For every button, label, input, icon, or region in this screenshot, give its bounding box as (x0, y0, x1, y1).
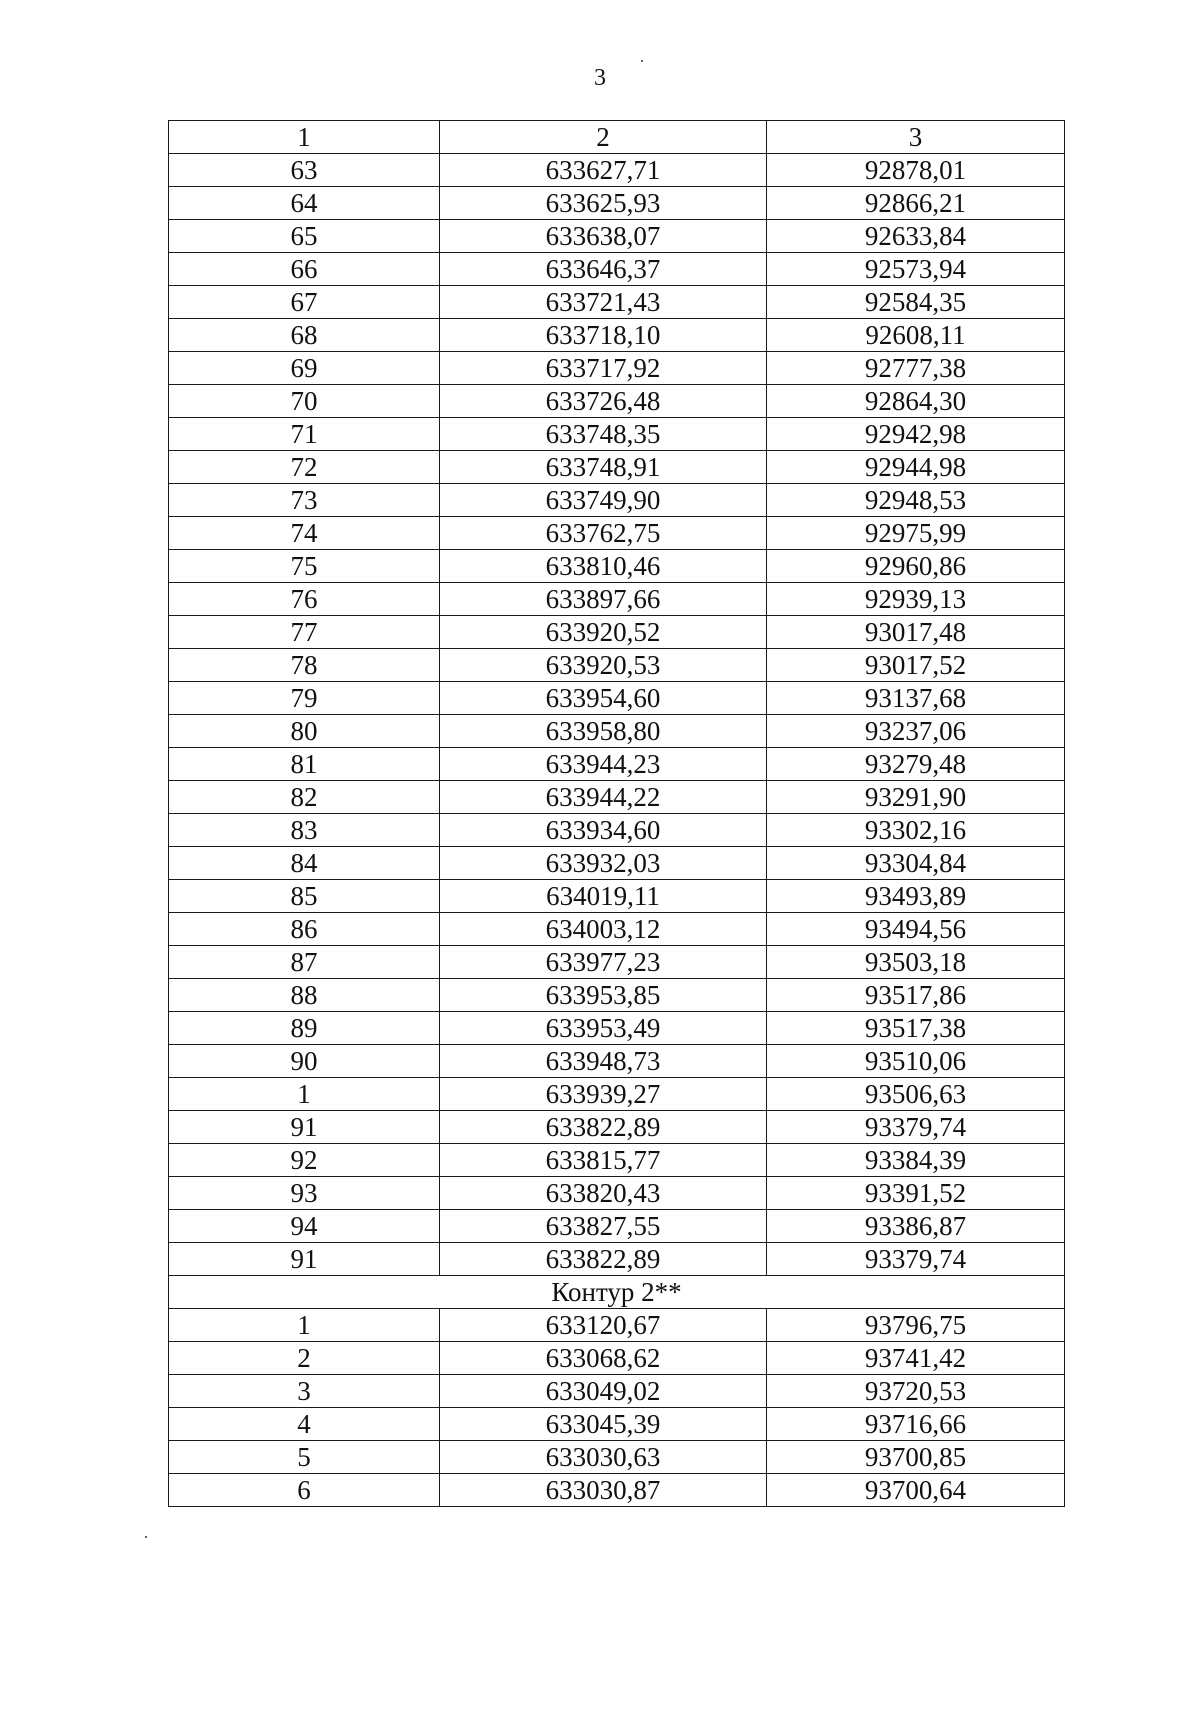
cell-y-coordinate: 92633,84 (767, 220, 1065, 253)
table-row (169, 1111, 1065, 1144)
coordinates-table (168, 120, 1065, 1507)
cell-point-number: 82 (169, 781, 440, 814)
scan-speck (641, 60, 643, 62)
table-row (169, 1078, 1065, 1111)
table-row (169, 1177, 1065, 1210)
cell-y-coordinate: 93379,74 (767, 1243, 1065, 1276)
table-row (169, 1144, 1065, 1177)
cell-point-number: 72 (169, 451, 440, 484)
cell-y-coordinate: 93279,48 (767, 748, 1065, 781)
table-row (169, 352, 1065, 385)
cell-y-coordinate: 93493,89 (767, 880, 1065, 913)
cell-x-coordinate: 633717,92 (440, 352, 767, 385)
cell-point-number: 78 (169, 649, 440, 682)
table-row (169, 187, 1065, 220)
cell-y-coordinate: 93700,85 (767, 1441, 1065, 1474)
cell-point-number: 68 (169, 319, 440, 352)
cell-y-coordinate: 93237,06 (767, 715, 1065, 748)
cell-x-coordinate: 633822,89 (440, 1111, 767, 1144)
table-row (169, 484, 1065, 517)
cell-x-coordinate: 633934,60 (440, 814, 767, 847)
cell-point-number: 69 (169, 352, 440, 385)
cell-x-coordinate: 633718,10 (440, 319, 767, 352)
table-row (169, 451, 1065, 484)
table-row (169, 847, 1065, 880)
cell-point-number: 1 (169, 1078, 440, 1111)
table-row (169, 1012, 1065, 1045)
table-row (169, 649, 1065, 682)
cell-point-number: 73 (169, 484, 440, 517)
cell-point-number: 65 (169, 220, 440, 253)
cell-point-number: 3 (169, 1375, 440, 1408)
table-row (169, 979, 1065, 1012)
cell-point-number: 80 (169, 715, 440, 748)
cell-x-coordinate: 633815,77 (440, 1144, 767, 1177)
cell-point-number: 94 (169, 1210, 440, 1243)
cell-y-coordinate: 92960,86 (767, 550, 1065, 583)
table-row (169, 1045, 1065, 1078)
cell-y-coordinate: 93700,64 (767, 1474, 1065, 1507)
cell-y-coordinate: 93137,68 (767, 682, 1065, 715)
cell-point-number: 63 (169, 154, 440, 187)
table-row (169, 583, 1065, 616)
cell-point-number: 91 (169, 1243, 440, 1276)
table-row (169, 1375, 1065, 1408)
table-row (169, 748, 1065, 781)
cell-x-coordinate: 633932,03 (440, 847, 767, 880)
cell-y-coordinate: 93720,53 (767, 1375, 1065, 1408)
cell-point-number: 91 (169, 1111, 440, 1144)
cell-x-coordinate: 633068,62 (440, 1342, 767, 1375)
table-row (169, 286, 1065, 319)
cell-point-number: 66 (169, 253, 440, 286)
cell-x-coordinate: 633749,90 (440, 484, 767, 517)
table-row (169, 154, 1065, 187)
table-row (169, 253, 1065, 286)
table-header-row (169, 121, 1065, 154)
cell-x-coordinate: 633820,43 (440, 1177, 767, 1210)
cell-y-coordinate: 93796,75 (767, 1309, 1065, 1342)
cell-x-coordinate: 633726,48 (440, 385, 767, 418)
table-row (169, 418, 1065, 451)
cell-y-coordinate: 93386,87 (767, 1210, 1065, 1243)
cell-x-coordinate: 633049,02 (440, 1375, 767, 1408)
cell-point-number: 93 (169, 1177, 440, 1210)
cell-x-coordinate: 633810,46 (440, 550, 767, 583)
table-row (169, 385, 1065, 418)
cell-y-coordinate: 93304,84 (767, 847, 1065, 880)
cell-x-coordinate: 633748,91 (440, 451, 767, 484)
cell-y-coordinate: 92939,13 (767, 583, 1065, 616)
cell-x-coordinate: 633954,60 (440, 682, 767, 715)
header-cell-point-number: 1 (169, 121, 440, 154)
cell-point-number: 64 (169, 187, 440, 220)
cell-y-coordinate: 92864,30 (767, 385, 1065, 418)
cell-point-number: 75 (169, 550, 440, 583)
cell-y-coordinate: 93017,48 (767, 616, 1065, 649)
cell-x-coordinate: 633822,89 (440, 1243, 767, 1276)
cell-x-coordinate: 633627,71 (440, 154, 767, 187)
cell-y-coordinate: 92944,98 (767, 451, 1065, 484)
table-row (169, 682, 1065, 715)
cell-y-coordinate: 93741,42 (767, 1342, 1065, 1375)
cell-x-coordinate: 633958,80 (440, 715, 767, 748)
cell-y-coordinate: 93494,56 (767, 913, 1065, 946)
cell-x-coordinate: 633953,85 (440, 979, 767, 1012)
cell-x-coordinate: 633030,63 (440, 1441, 767, 1474)
table-row (169, 1342, 1065, 1375)
section-label: Контур 2** (169, 1276, 1065, 1309)
cell-x-coordinate: 634003,12 (440, 913, 767, 946)
cell-y-coordinate: 92942,98 (767, 418, 1065, 451)
cell-y-coordinate: 92878,01 (767, 154, 1065, 187)
cell-y-coordinate: 93716,66 (767, 1408, 1065, 1441)
cell-x-coordinate: 633897,66 (440, 583, 767, 616)
cell-x-coordinate: 633953,49 (440, 1012, 767, 1045)
table-row (169, 616, 1065, 649)
table-row (169, 913, 1065, 946)
cell-y-coordinate: 93291,90 (767, 781, 1065, 814)
cell-y-coordinate: 93384,39 (767, 1144, 1065, 1177)
cell-point-number: 90 (169, 1045, 440, 1078)
scan-speck (145, 1536, 147, 1538)
cell-y-coordinate: 92584,35 (767, 286, 1065, 319)
cell-point-number: 76 (169, 583, 440, 616)
cell-x-coordinate: 633638,07 (440, 220, 767, 253)
cell-y-coordinate: 93391,52 (767, 1177, 1065, 1210)
cell-y-coordinate: 93517,86 (767, 979, 1065, 1012)
cell-x-coordinate: 633646,37 (440, 253, 767, 286)
cell-y-coordinate: 92975,99 (767, 517, 1065, 550)
cell-x-coordinate: 633948,73 (440, 1045, 767, 1078)
cell-x-coordinate: 633977,23 (440, 946, 767, 979)
cell-x-coordinate: 633045,39 (440, 1408, 767, 1441)
cell-x-coordinate: 633721,43 (440, 286, 767, 319)
coordinates-table-body (169, 121, 1065, 1507)
cell-x-coordinate: 633944,22 (440, 781, 767, 814)
cell-point-number: 67 (169, 286, 440, 319)
table-row (169, 1309, 1065, 1342)
cell-point-number: 79 (169, 682, 440, 715)
table-row (169, 946, 1065, 979)
table-row (169, 517, 1065, 550)
page-number: 3 (594, 65, 606, 91)
cell-point-number: 84 (169, 847, 440, 880)
cell-y-coordinate: 93510,06 (767, 1045, 1065, 1078)
cell-point-number: 70 (169, 385, 440, 418)
cell-point-number: 6 (169, 1474, 440, 1507)
section-row (169, 1276, 1065, 1309)
cell-y-coordinate: 92608,11 (767, 319, 1065, 352)
cell-x-coordinate: 633939,27 (440, 1078, 767, 1111)
cell-y-coordinate: 92777,38 (767, 352, 1065, 385)
table-row (169, 1441, 1065, 1474)
cell-point-number: 86 (169, 913, 440, 946)
cell-point-number: 81 (169, 748, 440, 781)
cell-y-coordinate: 92573,94 (767, 253, 1065, 286)
cell-y-coordinate: 92948,53 (767, 484, 1065, 517)
cell-point-number: 77 (169, 616, 440, 649)
cell-y-coordinate: 93017,52 (767, 649, 1065, 682)
cell-y-coordinate: 93506,63 (767, 1078, 1065, 1111)
table-row (169, 1408, 1065, 1441)
cell-point-number: 87 (169, 946, 440, 979)
cell-point-number: 5 (169, 1441, 440, 1474)
cell-x-coordinate: 633120,67 (440, 1309, 767, 1342)
cell-y-coordinate: 93379,74 (767, 1111, 1065, 1144)
cell-point-number: 83 (169, 814, 440, 847)
cell-y-coordinate: 92866,21 (767, 187, 1065, 220)
cell-x-coordinate: 633762,75 (440, 517, 767, 550)
table-row (169, 1210, 1065, 1243)
table-row (169, 715, 1065, 748)
cell-y-coordinate: 93503,18 (767, 946, 1065, 979)
cell-point-number: 89 (169, 1012, 440, 1045)
cell-point-number: 88 (169, 979, 440, 1012)
cell-point-number: 92 (169, 1144, 440, 1177)
cell-x-coordinate: 633030,87 (440, 1474, 767, 1507)
table-row (169, 1474, 1065, 1507)
table-row (169, 880, 1065, 913)
cell-x-coordinate: 633625,93 (440, 187, 767, 220)
table-row (169, 1243, 1065, 1276)
cell-x-coordinate: 634019,11 (440, 880, 767, 913)
cell-point-number: 71 (169, 418, 440, 451)
header-cell-y-coordinate: 3 (767, 121, 1065, 154)
header-cell-x-coordinate: 2 (440, 121, 767, 154)
table-row (169, 319, 1065, 352)
cell-x-coordinate: 633920,53 (440, 649, 767, 682)
table-row (169, 550, 1065, 583)
cell-x-coordinate: 633944,23 (440, 748, 767, 781)
table-row (169, 220, 1065, 253)
cell-point-number: 85 (169, 880, 440, 913)
cell-x-coordinate: 633827,55 (440, 1210, 767, 1243)
cell-point-number: 2 (169, 1342, 440, 1375)
cell-point-number: 1 (169, 1309, 440, 1342)
cell-point-number: 4 (169, 1408, 440, 1441)
cell-y-coordinate: 93302,16 (767, 814, 1065, 847)
table-row (169, 814, 1065, 847)
cell-x-coordinate: 633920,52 (440, 616, 767, 649)
cell-y-coordinate: 93517,38 (767, 1012, 1065, 1045)
cell-point-number: 74 (169, 517, 440, 550)
cell-x-coordinate: 633748,35 (440, 418, 767, 451)
table-row (169, 781, 1065, 814)
